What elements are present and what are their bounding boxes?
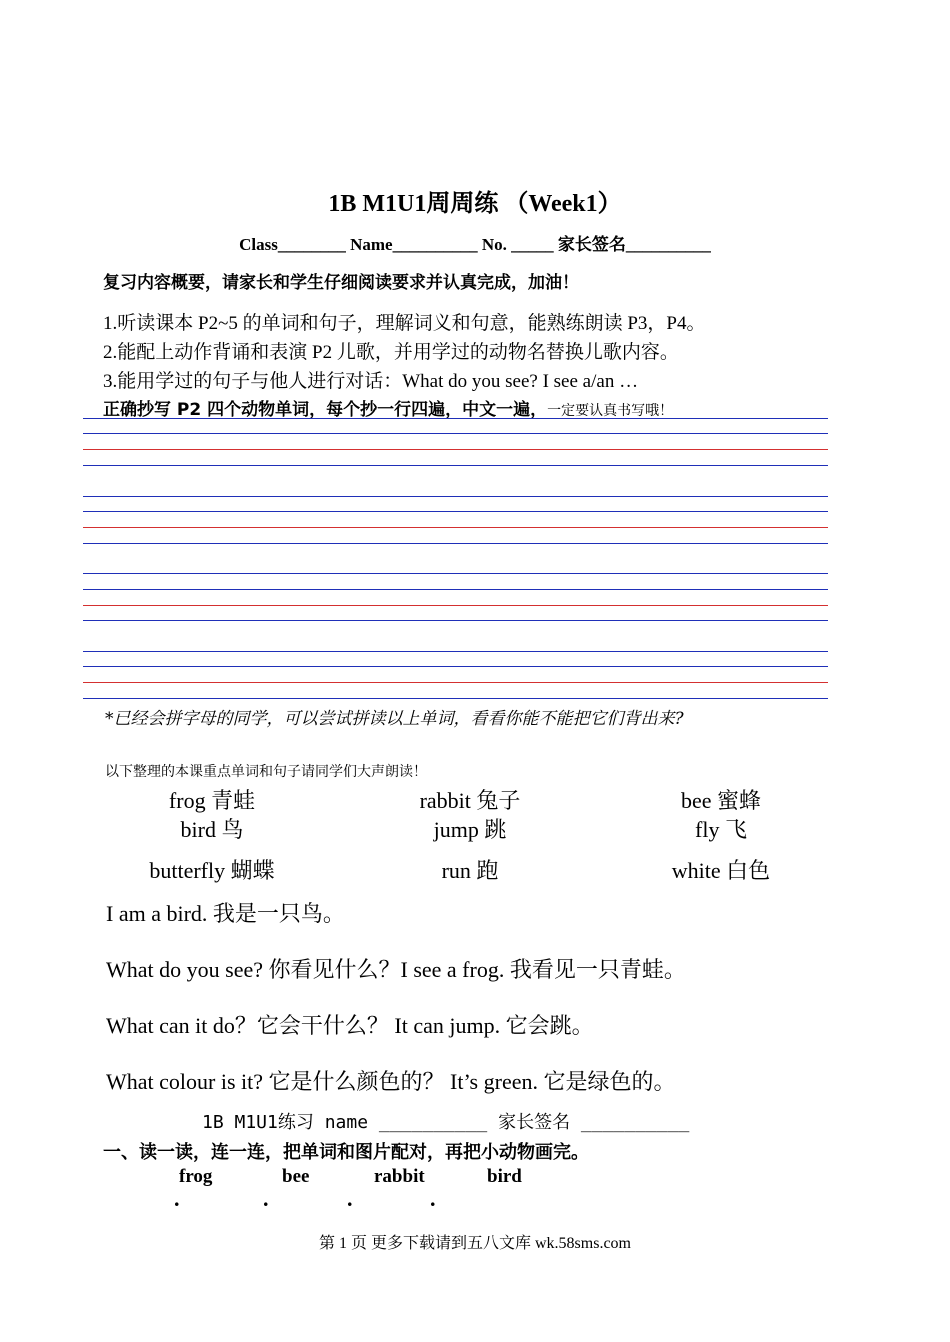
vocab-item: bee 蜜蜂 bbox=[680, 788, 762, 813]
match-word-rabbit: rabbit bbox=[374, 1166, 425, 1187]
exercise-task: 一、读一读，连一连，把单词和图片配对，再把小动物画完。 bbox=[103, 1142, 589, 1163]
requirement-2: 2.能配上动作背诵和表演 P2 儿歌，并用学过的动物名替换儿歌内容。 bbox=[103, 342, 679, 363]
intro-text: 复习内容概要，请家长和学生仔细阅读要求并认真完成，加油！ bbox=[103, 273, 579, 293]
requirement-1: 1.听读课本 P2~5 的单词和句子，理解词义和句意，能熟练朗读 P3，P4。 bbox=[103, 313, 706, 334]
match-word-bird: bird bbox=[487, 1166, 522, 1187]
read-aloud-prompt: 以下整理的本课重点单词和句子请同学们大声朗读！ bbox=[105, 764, 427, 780]
key-sentence: What do you see? 你看见什么？I see a frog. 我看见一只青蛙。 bbox=[106, 957, 686, 982]
key-sentence: I am a bird. 我是一只鸟。 bbox=[106, 901, 345, 926]
copy-task-main: 正确抄写 P2 四个动物单词，每个抄一行四遍，中文一遍， bbox=[103, 400, 548, 420]
vocab-item: white 白色 bbox=[671, 858, 771, 883]
copy-task bbox=[103, 395, 673, 420]
match-word-frog: frog bbox=[179, 1166, 213, 1187]
key-sentence: What can it do？它会干什么？ It can jump. 它会跳。 bbox=[106, 1013, 594, 1038]
student-info-line: Class________ Name__________ No. _____ 家长签名__________ bbox=[239, 235, 711, 254]
match-dot[interactable]: . bbox=[347, 1186, 353, 1211]
match-dot[interactable]: . bbox=[263, 1186, 269, 1211]
writing-lines[interactable] bbox=[83, 418, 828, 703]
requirement-3: 3.能用学过的句子与他人进行对话：What do you see? I see a/an … bbox=[103, 371, 639, 392]
vocab-item: fly 飞 bbox=[695, 817, 747, 842]
vocab-item: rabbit 兔子 bbox=[419, 788, 521, 813]
vocab-item: run 跑 bbox=[441, 858, 499, 883]
copy-task-tail: 一定要认真书写哦！ bbox=[547, 404, 674, 419]
vocab-item: frog 青蛙 bbox=[168, 788, 256, 813]
vocab-item: jump 跳 bbox=[433, 817, 507, 842]
match-word-bee: bee bbox=[282, 1166, 310, 1187]
worksheet-title: 1B M1U1周周练 （Week1） bbox=[328, 191, 622, 217]
exercise-header: 1B M1U1练习 name __________ 家长签名 __________ bbox=[202, 1112, 690, 1133]
match-dot[interactable]: . bbox=[174, 1186, 180, 1211]
key-sentence: What colour is it? 它是什么颜色的？ It’s green. 它是绿色的。 bbox=[106, 1069, 676, 1094]
match-dot[interactable]: . bbox=[430, 1186, 436, 1211]
spelling-note: *已经会拼字母的同学，可以尝试拼读以上单词，看看你能不能把它们背出来? bbox=[105, 709, 684, 729]
page-footer: 第 1 页 更多下载请到五八文库 wk.58sms.com bbox=[318, 1235, 631, 1252]
vocab-item: butterfly 蝴蝶 bbox=[149, 858, 275, 883]
vocab-item: bird 鸟 bbox=[180, 817, 244, 842]
